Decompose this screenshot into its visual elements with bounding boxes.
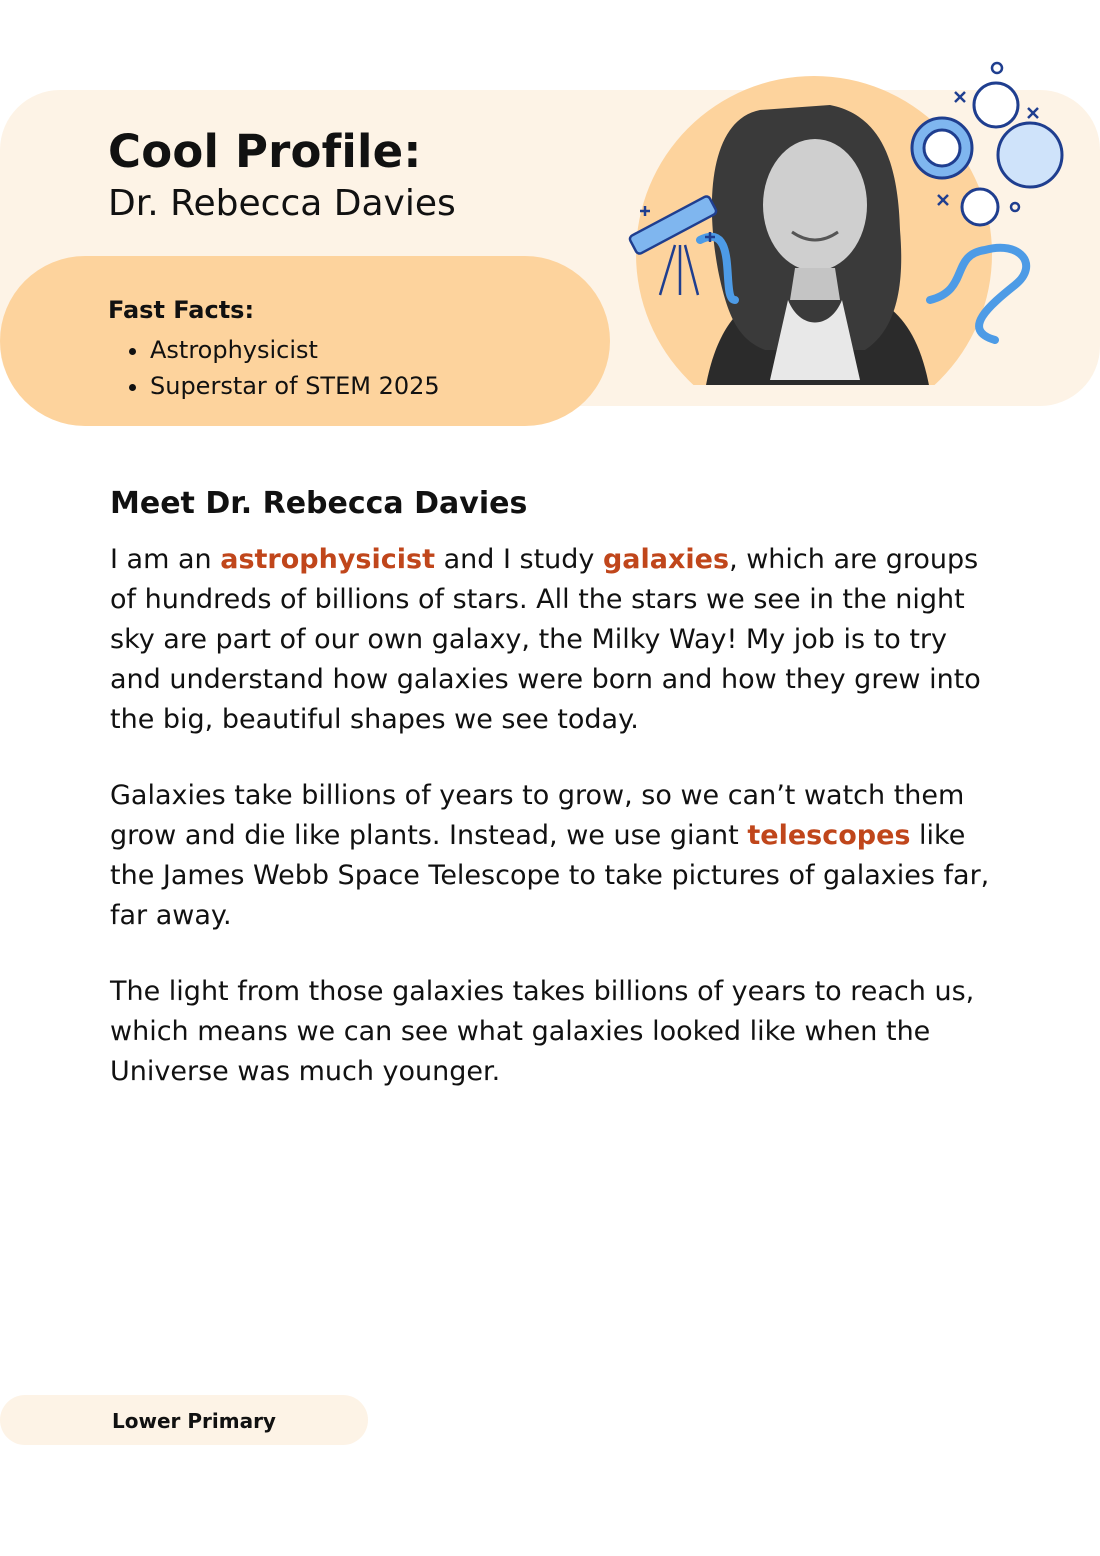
article-heading: Meet Dr. Rebecca Davies xyxy=(110,486,528,521)
highlight-term: telescopes xyxy=(747,820,911,851)
space-illustration xyxy=(600,55,1080,385)
text-run: I am an xyxy=(110,544,221,575)
text-run: like the James Webb Space Telescope to take pictures of galaxies far, far away. xyxy=(110,820,990,931)
page-title: Cool Profile: xyxy=(108,125,422,178)
text-run: and I study xyxy=(435,544,603,575)
article-body xyxy=(110,486,990,1128)
profile-name: Dr. Rebecca Davies xyxy=(108,183,456,224)
highlight-term: astrophysicist xyxy=(220,544,435,575)
sun-icon xyxy=(912,118,972,178)
article-paragraph: The light from those galaxies takes billions of years to reach us, which means we can see what galaxies looked like when the Universe was much younger. xyxy=(110,976,975,1087)
level-label: Lower Primary xyxy=(112,1409,276,1433)
text-run: , which are groups of hundreds of billions of stars. All the stars we see in the night sky are part of our own galaxy, the Milky Way! My job is to try and understand how galaxies were born and how they grew into the big, beautiful shapes we see today. xyxy=(110,544,981,735)
fast-facts-heading: Fast Facts: xyxy=(108,296,255,324)
fast-facts-list xyxy=(108,332,440,404)
article-paragraph xyxy=(110,540,990,740)
fast-fact-item: • Astrophysicist xyxy=(150,332,440,368)
article-paragraph xyxy=(110,776,990,936)
highlight-term: galaxies xyxy=(602,544,730,575)
fast-fact-item: • Superstar of STEM 2025 xyxy=(150,368,440,404)
text-run: Galaxies take billions of years to grow, so we can’t watch them grow and die like plants. Instead, we use giant xyxy=(110,780,965,851)
